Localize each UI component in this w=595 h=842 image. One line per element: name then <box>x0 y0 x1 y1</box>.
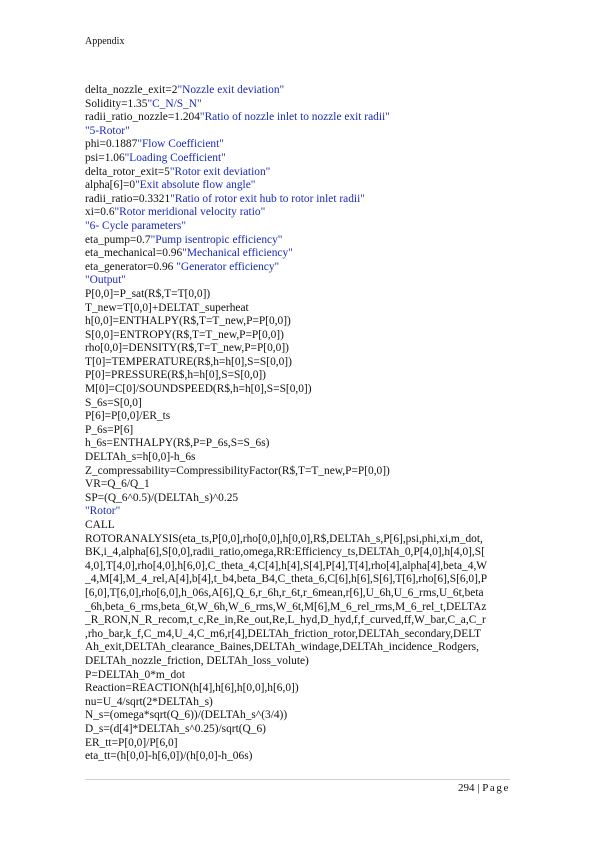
code-statement: VR=Q_6/Q_1 <box>85 478 150 491</box>
code-statement: psi=1.06 <box>85 151 125 164</box>
code-line <box>85 465 515 479</box>
code-comment: "5-Rotor" <box>85 124 130 137</box>
code-statement: eta_pump=0.7 <box>85 233 151 246</box>
code-line <box>85 302 515 316</box>
code-statement: SP=(Q_6^0.5)/(DELTAh_s)^0.25 <box>85 491 239 504</box>
code-comment: "Generator efficiency" <box>176 260 280 273</box>
code-line <box>85 220 515 234</box>
code-statement: xi=0.6 <box>85 206 115 219</box>
code-comment: "C_N/S_N" <box>147 97 202 110</box>
code-line <box>85 424 515 438</box>
call-block-line: ,rho_bar,k_f,C_m4,U_4,C_m6,r[4],DELTAh_friction_rotor,DELTAh_secondary,DELT <box>85 627 482 640</box>
code-statement: CALL <box>85 519 115 531</box>
code-comment: "Flow Coefficient" <box>137 138 224 151</box>
code-line <box>85 261 515 275</box>
code-line <box>85 356 515 370</box>
code-line <box>85 478 515 492</box>
code-line <box>85 437 515 451</box>
call-block-line: ROTORANALYSIS(eta_ts,P[0,0],rho[0,0],h[0,0],R$,DELTAh_s,P[6],psi,phi,xi,m_dot, <box>85 532 483 545</box>
code-comment: "Mechanical efficiency" <box>182 247 293 260</box>
code-statement: S_6s=S[0,0] <box>85 396 142 409</box>
code-line <box>85 247 515 261</box>
code-line <box>85 234 515 248</box>
code-line: nu=U_4/sqrt(2*DELTAh_s) <box>85 695 213 708</box>
call-block-line: _R_RON,N_R_recom,t_c,Re_in,Re_out,Re,L_hyd,D_hyd,f,f_curved,ff,W_bar,C_a,C_r <box>85 614 486 627</box>
page-number: 294 <box>458 782 475 794</box>
code-comment: "Ratio of nozzle inlet to nozzle exit radii" <box>199 111 390 124</box>
code-comment: "Exit absolute flow angle" <box>135 179 256 192</box>
code-statement: h_6s=ENTHALPY(R$,P=P_6s,S=S_6s) <box>85 437 270 450</box>
running-header: Appendix <box>85 36 125 47</box>
code-statement: P[0,0]=P_sat(R$,T=T[0,0]) <box>85 287 211 300</box>
call-block-line: DELTAh_nozzle_friction, DELTAh_loss_volute) <box>85 654 309 667</box>
code-line <box>85 138 515 152</box>
code-line <box>85 519 515 533</box>
code-line <box>85 84 515 98</box>
call-block-line: _6h,beta_6_rms,beta_6t,W_6h,W_6_rms,W_6t,M[6],M_6_rel_rms,M_6_rel_t,DELTAz <box>85 600 487 613</box>
code-statement: delta_rotor_exit=5 <box>85 165 170 178</box>
code-statement: radii_ratio_nozzle=1.204 <box>85 111 200 124</box>
code-statement: rho[0,0]=DENSITY(R$,T=T_new,P=P[0,0]) <box>85 342 289 355</box>
code-line <box>85 152 515 166</box>
code-comment: "6- Cycle parameters" <box>85 219 187 232</box>
code-statement: P[6]=P[0,0]/ER_ts <box>85 410 171 423</box>
code-line <box>85 492 515 506</box>
code-line <box>85 397 515 411</box>
code-statement: P[0]=PRESSURE(R$,h=h[0],S=S[0,0]) <box>85 369 266 382</box>
code-statement: eta_generator=0.96 <box>85 260 177 273</box>
page-word: Page <box>482 782 510 794</box>
code-line <box>85 98 515 112</box>
code-line <box>85 288 515 302</box>
code-line <box>85 166 515 180</box>
code-statement: h[0,0]=ENTHALPY(R$,T=T_new,P=P[0,0]) <box>85 315 291 328</box>
code-statement: DELTAh_s=h[0,0]-h_6s <box>85 451 196 464</box>
code-comment: "Rotor" <box>85 505 121 518</box>
code-statement: eta_mechanical=0.96 <box>85 247 183 260</box>
code-line <box>85 111 515 125</box>
code-line <box>85 505 515 519</box>
code-line <box>85 329 515 343</box>
code-statement: T_new=T[0,0]+DELTAT_superheat <box>85 301 249 314</box>
code-line: P=DELTAh_0*m_dot <box>85 668 186 681</box>
code-comment: "Pump isentropic efficiency" <box>150 233 283 246</box>
code-line <box>85 315 515 329</box>
call-block-line: _4,M[4],M_4_rel,A[4],b[4],t_b4,beta_B4,C_theta_6,C[6],h[6],S[6],T[6],rho[6],S[6,0],P <box>85 573 488 586</box>
code-line: D_s=(d[4]*DELTAh_s^0.25)/sqrt(Q_6) <box>85 722 266 735</box>
code-statement: P_6s=P[6] <box>85 423 134 436</box>
code-line <box>85 125 515 139</box>
code-line <box>85 342 515 356</box>
call-block-line: BK,i_4,alpha[6],S[0,0],radii_ratio,omega,RR:Efficiency_ts,DELTAh_0,P[4,0],h[4,0],S[ <box>85 546 485 559</box>
code-line <box>85 383 515 397</box>
code-comment: "Nozzle exit deviation" <box>177 84 285 96</box>
code-line <box>85 179 515 193</box>
page-separator: | <box>474 782 483 794</box>
code-line <box>85 369 515 383</box>
code-statement: delta_nozzle_exit=2 <box>85 84 178 96</box>
code-line: Reaction=REACTION(h[4],h[6],h[0,0],h[6,0]) <box>85 682 299 695</box>
code-statement: S[0,0]=ENTROPY(R$,T=T_new,P=P[0,0]) <box>85 328 284 341</box>
code-line <box>85 451 515 465</box>
code-statement: phi=0.1887 <box>85 138 138 151</box>
code-line <box>85 410 515 424</box>
code-comment: "Rotor meridional velocity ratio" <box>114 206 266 219</box>
code-statement: Z_compressability=CompressibilityFactor(R$,T=T_new,P=P[0,0]) <box>85 464 390 477</box>
code-comment: "Loading Coefficient" <box>124 151 226 164</box>
code-line <box>85 274 515 288</box>
code-line: ER_tt=P[0,0]/P[6,0] <box>85 736 178 749</box>
call-block-line: Ah_exit,DELTAh_clearance_Baines,DELTAh_windage,DELTAh_incidence_Rodgers, <box>85 641 479 654</box>
code-statement: radii_ratio=0.3321 <box>85 192 171 205</box>
code-line <box>85 206 515 220</box>
code-statement: T[0]=TEMPERATURE(R$,h=h[0],S=S[0,0]) <box>85 355 292 368</box>
code-statement: M[0]=C[0]/SOUNDSPEED(R$,h=h[0],S=S[0,0]) <box>85 383 312 396</box>
call-block-line: [6,0],T[6,0],rho[6,0],h_06s,A[6],Q_6,r_6h,r_6t,r_6mean,r[6],U_6h,U_6_rms,U_6t,beta <box>85 586 484 599</box>
code-line <box>85 193 515 207</box>
code-line: N_s=(omega*sqrt(Q_6))/(DELTAh_s^(3/4)) <box>85 709 288 722</box>
code-comment: "Rotor exit deviation" <box>169 165 271 178</box>
page-number-label <box>458 782 510 795</box>
code-line: eta_tt=(h[0,0]-h[6,0])/(h[0,0]-h_06s) <box>85 750 253 763</box>
code-comment: "Ratio of rotor exit hub to rotor inlet radii" <box>170 192 365 205</box>
page-footer <box>85 779 510 794</box>
code-listing <box>85 84 515 764</box>
call-block-line: 4,0],T[4,0],rho[4,0],h[6,0],C_theta_4,C[4],h[4],S[4],P[4],T[4],rho[4],alpha[4],beta_4,W <box>85 559 488 572</box>
code-statement: Solidity=1.35 <box>85 97 148 110</box>
code-comment: "Output" <box>85 274 126 287</box>
code-statement: alpha[6]=0 <box>85 179 136 192</box>
